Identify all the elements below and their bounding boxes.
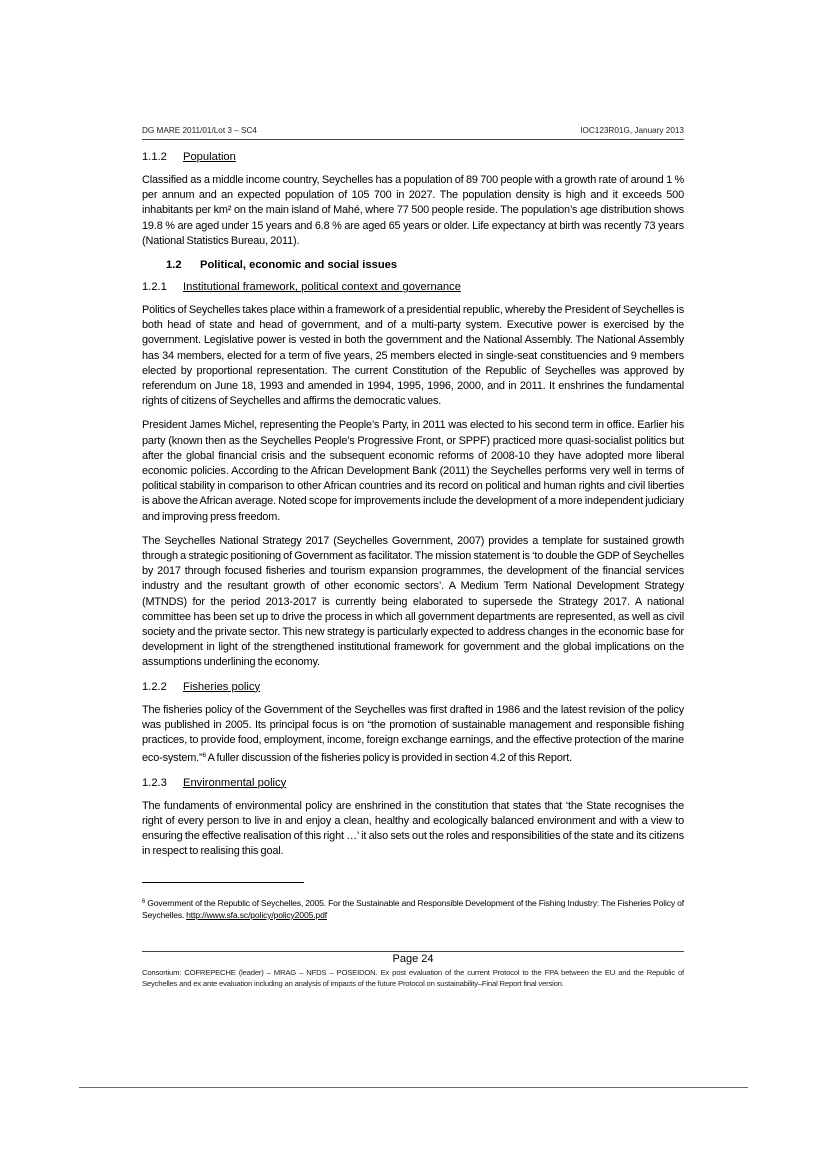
paragraph-fisheries-text: The fisheries policy of the Government of the Seychelles was first drafted in 1986 and the latest revision of the policy was published in 2005. Its principal focus is on “the promotion of sustainable management and responsible fishing practices, to provide food, employment, income, foreign exchange earnings, and the effective protection of the marine eco-system.” — [142, 703, 684, 765]
heading-number: 1.2 — [166, 259, 182, 272]
heading-title: Political, economic and social issues — [200, 259, 398, 272]
header-rule — [142, 139, 684, 140]
page-body — [142, 150, 684, 868]
footnote-text: Government of the Republic of Seychelles, 2005. For the Sustainable and Responsible Development of the Fishing Industry: The Fisheries Policy of Seychelles. — [142, 898, 684, 920]
paragraph-strategy: The Seychelles National Strategy 2017 (Seychelles Government, 2007) provides a template for sustained growth through a strategic positioning of Government as facilitator. The mission statement is ‘to double the GDP of Seychelles by 2017 through focused fisheries and tourism expansion programmes, the development of the financial services industry and the resultant growth of other economic sectors’. A Medium Term National Development Strategy (MTNDS) for the period 2013-2017 is currently being elaborated to supersede the Strategy 2017. A national committee has been set up to drive the process in which all government departments are represented, as well as civil society and the private sector. This new strategy is particularly expected to address changes in the economic base for development in light of the strengthened institutional framework for government and the global implications on the assumptions underlining the economy. — [142, 534, 684, 669]
footer-consortium: Consortium: COFREPECHE (leader) – MRAG – NFDS – POSEIDON. Ex post evaluation of the current Protocol to the FPA between the EU and the Republic of Seychelles and ex ante evaluation including an analysis of impacts of the future Protocol on sustainability–Final Report final version. — [142, 968, 684, 988]
page-header — [142, 124, 684, 138]
heading-1-2 — [166, 258, 684, 272]
header-right: IOC123R01G, January 2013 — [580, 126, 684, 135]
footer-rule — [142, 951, 684, 952]
heading-title: Institutional framework, political context and governance — [183, 281, 461, 294]
paragraph-president: President James Michel, representing the People’s Party, in 2011 was elected to his second term in office. Earlier his party (known then as the Seychelles People’s Progressive Front, or SPPF) practiced more quasi-socialist politics but after the global financial crisis and the subsequent economic reforms of 2008-10 they have adopted more liberal economic policies. According to the African Development Bank (2011) the Seychelles performs very well in terms of political stability in comparison to other African countries and its record on political and human rights and civil liberties is above the African average. Noted scope for improvements include the development of a more independent judiciary and improving press freedom. — [142, 419, 684, 523]
heading-1-1-2 — [142, 150, 684, 164]
footnote-separator — [142, 882, 304, 883]
heading-number: 1.2.1 — [142, 281, 167, 294]
heading-number: 1.2.3 — [142, 776, 167, 789]
paragraph-fisheries-text-cont: A fuller discussion of the fisheries policy is provided in section 4.2 of this Report. — [206, 752, 572, 765]
heading-number: 1.2.2 — [142, 680, 167, 693]
paragraph-politics: Politics of Seychelles takes place within a framework of a presidential republic, whereby the President of Seychelles is both head of state and head of government, and of a multi-party system. Executive power is exercised by the government. Legislative power is vested in both the government and the National Assembly. The National Assembly has 34 members, elected for a term of five years, 25 members elected in single-seat constituencies and 9 members elected by proportional representation. The current Constitution of the Republic of Seychelles was approved by referendum on June 18, 1993 and amended in 1994, 1995, 1996, 2000, and in 2011. It enshrines the fundamental rights of citizens of Seychelles and affirms the democratic values. — [142, 304, 684, 408]
heading-title: Environmental policy — [183, 776, 287, 789]
page-number: Page 24 — [392, 953, 434, 965]
heading-1-2-3 — [142, 776, 684, 790]
header-left: DG MARE 2011/01/Lot 3 – SC4 — [142, 126, 257, 135]
paragraph-environment: The fundaments of environmental policy are enshrined in the constitution that states that ‘the State recognises the right of every person to live in and enjoy a clean, healthy and ecologically balanced environment and with a view to ensuring the effective realisation of this right …’ it also sets out the roles and responsibilities of the state and its citizens in respect to realising this goal. — [142, 799, 684, 858]
page-bottom-rule — [79, 1087, 748, 1088]
heading-title: Fisheries policy — [183, 680, 261, 693]
footnote-reference[interactable]: 6 — [202, 752, 206, 760]
heading-1-2-2 — [142, 680, 684, 694]
heading-1-2-1 — [142, 280, 684, 294]
footnote-mark: 6 — [142, 899, 146, 905]
heading-number: 1.1.2 — [142, 151, 167, 163]
heading-title: Population — [183, 151, 236, 163]
footnote-link[interactable]: http://www.sfa.sc/policy/policy2005.pdf — [186, 910, 327, 920]
paragraph-population: Classified as a middle income country, Seychelles has a population of 89 700 people with a growth rate of around 1 % per annum and an expected population of 105 700 in 2027. The population density is high and it exceeds 500 inhabitants per km² on the main island of Mahé, where 77 500 people reside. The population’s age distribution shows 19.8 % are aged under 15 years and 6.8 % are aged 65 years or older. Life expectancy at birth was recently 73 years (National Statistics Bureau, 2011). — [142, 174, 684, 247]
paragraph-fisheries — [142, 703, 684, 767]
footnote — [142, 896, 684, 921]
